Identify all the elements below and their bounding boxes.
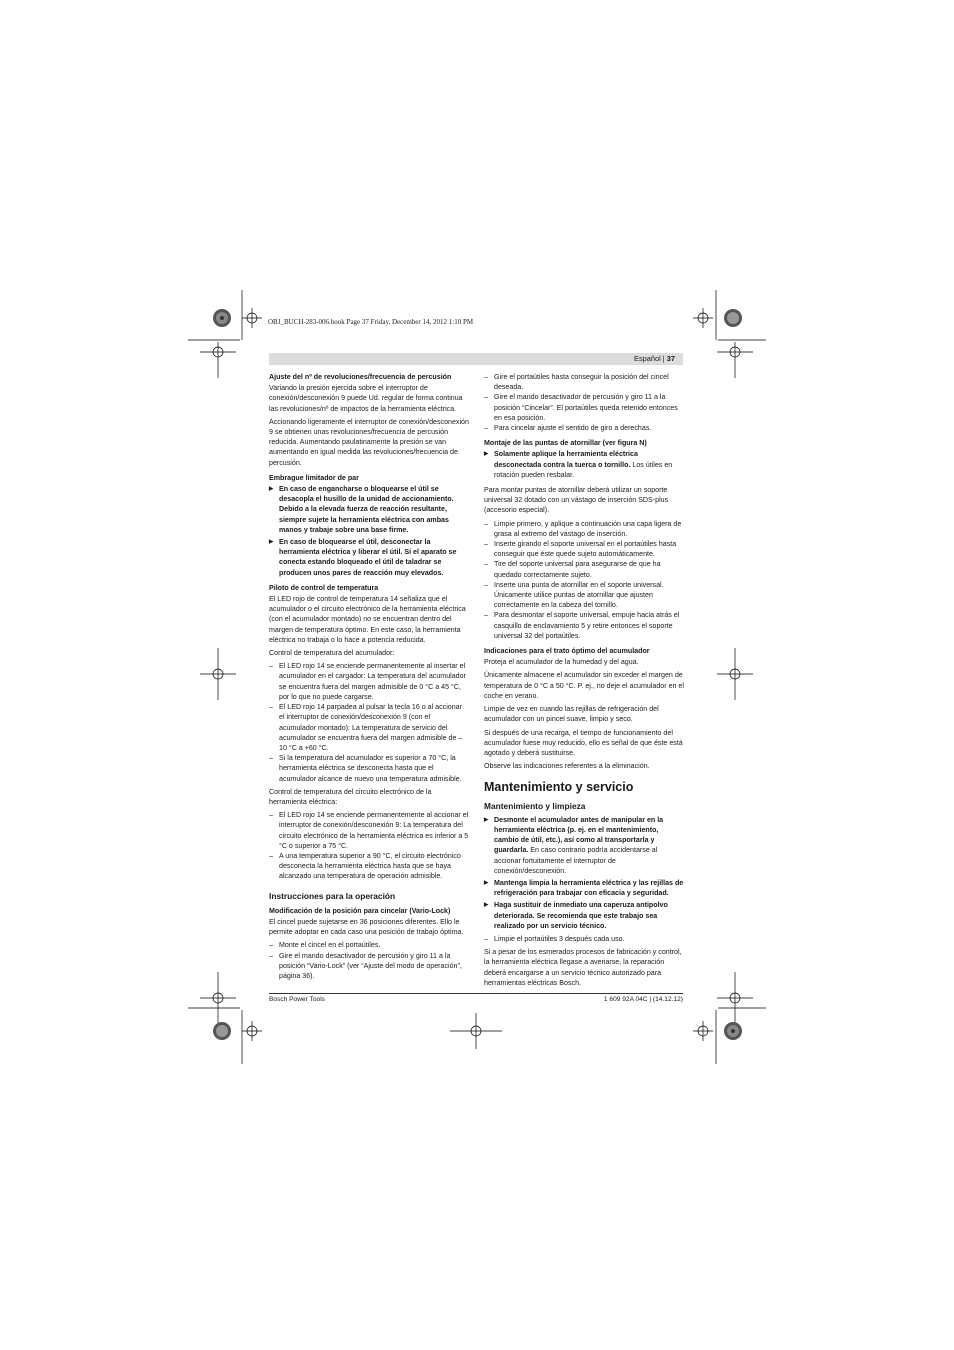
page-header: Español | 37 <box>634 354 675 363</box>
book-info-line: OBJ_BUCH-283-006.book Page 37 Friday, December 14, 2012 1:10 PM <box>268 318 474 326</box>
list-item: – Si la temperatura del acumulador es superior a 70 °C, la herramienta eléctrica se desconecta hasta que el acumulador alcance de nuevo una temperatura admisible. <box>269 753 469 784</box>
dash-list <box>484 519 684 641</box>
section-title: Indicaciones para el trato óptimo del acumulador <box>484 647 650 656</box>
warning-item <box>484 449 684 480</box>
paragraph: El cincel puede sujetarse en 36 posiciones diferentes. Ello le permite adoptar en cada caso una posición de trabajo óptima. <box>269 917 464 937</box>
paragraph: Para montar puntas de atornillar deberá utilizar un soporte universal 32 dotado con un vástago de inserción SDS-plus (accesorio especial). <box>484 486 669 515</box>
warning-normal: Los útiles en rotación pueden resbalar. <box>494 460 673 479</box>
dash-list <box>484 934 684 944</box>
left-column <box>269 372 469 984</box>
dash-list <box>484 372 684 433</box>
warning-bold: Solamente aplique la herramienta eléctrica desconectada contra la tuerca o tornillo. <box>494 450 638 469</box>
section-title: Montaje de las puntas de atornillar (ver figura N) <box>484 439 647 448</box>
page-number: 37 <box>666 354 675 363</box>
list-item: – Gire el mando desactivador de percusión y giro 11 a la posición “Vario-Lock” (ver “Ajuste del modo de operación”, página 36). <box>269 951 469 982</box>
dash-list <box>269 661 469 783</box>
paragraph: Si a pesar de los esmerados procesos de fabricación y control, la herramienta eléctrica llegase a averiarse, la reparación deberá encargarse a un servicio técnico autorizado para herramientas eléctricas Bosch. <box>484 948 682 987</box>
section-title: Piloto de control de temperatura <box>269 583 379 592</box>
warning-item: ▶ En caso de bloquearse el útil, desconectar la herramienta eléctrica y liberar el útil. Si el aparato se conecta estando bloqueado el útil de taladrar se producen unos pares de reacción muy elevados. <box>269 537 469 578</box>
paragraph: Control de temperatura del acumulador: <box>269 649 395 658</box>
list-item: – Inserte una punta de atornillar en el soporte universal. Únicamente utilice puntas de atornillar que ajusten correctamente en la cabeza del tornillo. <box>484 580 684 611</box>
list-item: – Limpie el portaútiles 3 después cada uso. <box>484 934 684 944</box>
list-item: – Para cincelar ajuste el sentido de giro a derechas. <box>484 423 684 433</box>
header-language: Español <box>634 354 661 363</box>
list-item: – El LED rojo 14 se enciende permanentemente al insertar el acumulador en el cargador: La temperatura del acumulador se encuentra fuera del margen admisible de 0 °C a 45 °C, por lo que no puede cargarse. <box>269 661 469 702</box>
footer-brand: Bosch Power Tools <box>269 996 325 1003</box>
warning-item: ▶ Haga sustituir de inmediato una caperuza antipolvo deteriorada. Se recomienda que este trabajo sea realizado por un servicio técnico. <box>484 900 684 931</box>
paragraph: Limpie de vez en cuando las rejillas de refrigeración del acumulador con un pincel suave, limpio y seco. <box>484 705 659 724</box>
footer-code: 1 609 92A 04C | (14.12.12) <box>603 996 683 1003</box>
section-title: Embrague limitador de par <box>269 473 359 482</box>
warning-list <box>269 484 469 578</box>
list-item: – Gire el mando desactivador de percusión y giro 11 a la posición “Cincelar”. El portaútiles queda retenido entonces en esa posición. <box>484 392 684 423</box>
paragraph: Si después de una recarga, el tiempo de funcionamiento del acumulador fuese muy reducido, ello es señal de que éste está agotado y deberá sustituirse. <box>484 728 683 757</box>
paragraph: Únicamente almacene el acumulador sin exceder el margen de temperatura de 0 °C a 50 °C. P. ej., no deje el acumulador en el coche en verano. <box>484 671 684 700</box>
warning-list <box>484 815 684 931</box>
list-item: – Inserte girando el soporte universal en el portaútiles hasta conseguir que éste quede sujeto automáticamente. <box>484 539 684 559</box>
paragraph: Observe las indicaciones referentes a la eliminación. <box>484 762 650 771</box>
list-item: – A una temperatura superior a 90 °C, el circuito electrónico desconecta la herramienta eléctrica hasta que se haya alcanzado una temperatura de operación admisible. <box>269 851 469 882</box>
list-item: – Tire del soporte universal para asegurarse de que ha quedado correctamente sujeto. <box>484 559 684 579</box>
dash-list <box>269 940 469 981</box>
section-heading: Instrucciones para la operación <box>269 890 396 901</box>
list-item: – El LED rojo 14 parpadea al pulsar la tecla 16 o al accionar el interruptor de conexión/desconexión 9 (con el acumulador montado): La temperatura de servicio del acumulador se encuentra fuera del margen admisible de – 10 °C a +60 °C. <box>269 702 469 753</box>
section-title: Ajuste del nº de revoluciones/frecuencia de percusión <box>269 373 452 381</box>
paragraph: El LED rojo de control de temperatura 14 señaliza que el acumulador o el circuito electrónico de la herramienta eléctrica (con el acumulador montado) no se encuentran dentro del margen de temperatura óptimo. En este caso, la herramienta eléctrica no trabaja o lo hace a potencia reducida. <box>269 595 466 644</box>
warning-item: ▶ Mantenga limpia la herramienta eléctrica y las rejillas de refrigeración para trabajar con eficacia y seguridad. <box>484 878 684 898</box>
page-footer <box>269 993 683 1003</box>
paragraph: Variando la presión ejercida sobre el interruptor de conexión/desconexión 9 puede Ud. regular de forma continua las revoluciones/nº de impactos de la herramienta eléctrica. <box>269 384 463 413</box>
warning-item: ▶ En caso de engancharse o bloquearse el útil se desacopla el husillo de la unidad de accionamiento. Debido a la elevada fuerza de reacción resultante, siempre sujete la herramienta eléctrica con ambas manos y trabaje sobre una base firme. <box>269 484 469 535</box>
section-title: Modificación de la posición para cincelar (Vario-Lock) <box>269 906 451 915</box>
paragraph: Control de temperatura del circuito electrónico de la herramienta eléctrica: <box>269 787 432 806</box>
paragraph: Proteja el acumulador de la humedad y del agua. <box>484 658 639 667</box>
header-bar <box>269 353 683 365</box>
warning-item <box>484 815 684 876</box>
right-column <box>484 372 684 991</box>
dash-list <box>269 810 469 881</box>
list-item: – Para desmontar el soporte universal, empuje hacia atrás el casquillo de enclavamiento 5 y retire entonces el soporte universal 32 del portaútiles. <box>484 610 684 641</box>
chapter-heading: Mantenimiento y servicio <box>484 780 634 795</box>
warning-normal: En caso contrario podría accidentarse al accionar fortuitamente el interruptor de conexión/desconexión. <box>494 846 658 875</box>
list-item: – El LED rojo 14 se enciende permanentemente al accionar el interruptor de conexión/desconexión 9: La temperatura del circuito electrónico de la herramienta eléctrica es inferior a 5 °C o superior a 75 °C. <box>269 810 469 851</box>
list-item: – Monte el cincel en el portaútiles. <box>269 940 469 950</box>
warning-bold: Desmonte el acumulador antes de manipular en la herramienta eléctrica (p. ej. en el mantenimiento, cambio de útil, etc.), así como al transportarla y guardarla. <box>494 815 664 855</box>
section-heading: Mantenimiento y limpieza <box>484 800 586 811</box>
list-item: – Limpie primero, y aplique a continuación una capa ligera de grasa al extremo del vástago de inserción. <box>484 519 684 539</box>
list-item: – Gire el portaútiles hasta conseguir la posición del cincel deseada. <box>484 372 684 392</box>
paragraph: Accionando ligeramente el interruptor de conexión/desconexión 9 se obtienen unas revoluciones/frecuencia de percusión reducida. Aumentando paulatinamente la presión se van aumentando en igual medida las revoluciones/frecuencia de percusión. <box>269 417 469 467</box>
warning-list <box>484 449 684 480</box>
